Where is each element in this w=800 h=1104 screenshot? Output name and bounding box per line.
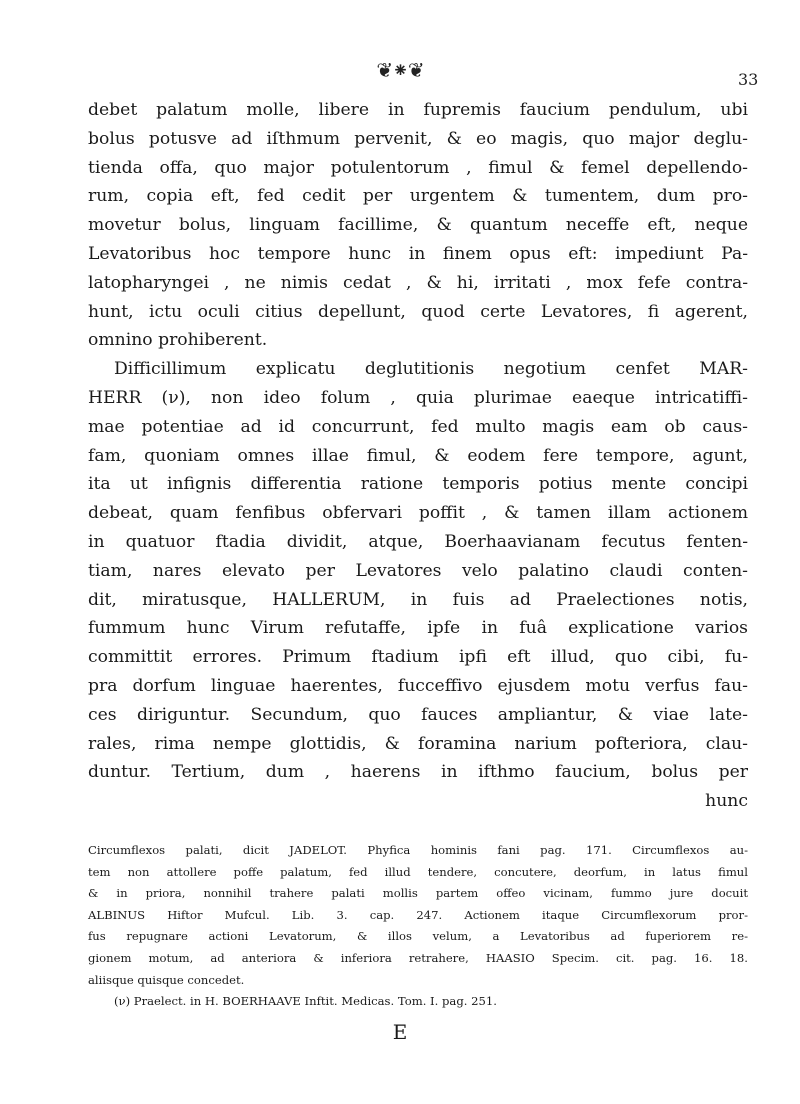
catchword: hunc <box>705 791 748 812</box>
footnote-line: aliisque quisque concedet. <box>88 972 245 987</box>
footnote-line: fus repugnare actioni Levatorum, & illos velum, a Levatoribus ad fuperiorem re- <box>88 929 748 944</box>
text-line: debeat, quam fenfibus obfervari poffit , & tamen illam actionem <box>88 503 748 524</box>
footnote-line: tem non attollere poffe palatum, fed illud tendere, concutere, deorfum, in latus fimul <box>88 864 748 879</box>
text-line: latopharyngei , ne nimis cedat , & hi, irritati , mox fefe contra- <box>88 272 748 293</box>
text-line: pra dorfum linguae haerentes, fucceffivo ejusdem motu verfus fau- <box>88 675 748 696</box>
text-line: Difficillimum explicatu deglutitionis negotium cenfet MAR- <box>114 359 748 380</box>
text-line: mae potentiae ad id concurrunt, fed multo magis eam ob caus- <box>88 416 748 437</box>
text-line: duntur. Tertium, dum , haerens in ifthmo faucium, bolus per <box>88 762 748 783</box>
page-number: 33 <box>738 70 759 89</box>
footnote-line: gionem motum, ad anteriora & inferiora retrahere, HAASIO Specim. cit. pag. 16. 18. <box>88 950 748 965</box>
footnote-line: (ν) Praelect. in H. BOERHAAVE Inftit. Medicas. Tom. I. pag. 251. <box>114 994 497 1009</box>
text-line: fam, quoniam omnes illae fimul, & eodem fere tempore, agunt, <box>88 445 748 466</box>
text-line: ces diriguntur. Secundum, quo fauces ampliantur, & viae late- <box>88 704 748 725</box>
text-line: rum, copia eft, fed cedit per urgentem & tumentem, dum pro- <box>88 186 748 207</box>
text-line: debet palatum molle, libere in fupremis faucium pendulum, ubi <box>88 100 748 120</box>
footnote-line: & in priora, nonnihil trahere palati mollis partem offeo vicinam, fummo jure docuit <box>88 886 748 901</box>
text-line: tienda offa, quo major potulentorum , fimul & femel depellendo- <box>88 157 748 178</box>
footnotes <box>88 840 748 1013</box>
text-line: rales, rima nempe glottidis, & foramina narium pofteriora, clau- <box>88 733 748 754</box>
footnote-line: ALBINUS Hiftor Mufcul. Lib. 3. cap. 247. Actionem itaque Circumflexorum pror- <box>88 907 748 922</box>
main-text <box>88 96 748 816</box>
text-line: fummum hunc Virum refutaffe, ipfe in fuâ explicatione varios <box>88 618 748 639</box>
text-line: Levatoribus hoc tempore hunc in finem opus eft: impediunt Pa- <box>88 243 748 264</box>
text-line: omnino prohiberent. <box>88 330 268 351</box>
text-line: dit, miratusque, HALLERUM, in fuis ad Praelectiones notis, <box>88 589 748 610</box>
signature-mark: E <box>392 1020 408 1044</box>
text-line: ita ut infignis differentia ratione temporis potius mente concipi <box>88 474 748 495</box>
text-line: movetur bolus, linguam facillime, & quantum neceffe eft, neque <box>88 215 748 236</box>
text-line: in quatuor ftadia dividit, atque, Boerhaavianam fecutus fenten- <box>88 531 748 552</box>
text-line: tiam, nares elevato per Levatores velo palatino claudi conten- <box>88 560 748 581</box>
footnote-line: Circumflexos palati, dicit JADELOT. Phyfica hominis fani pag. 171. Circumflexos au- <box>88 843 748 857</box>
text-line: hunt, ictu oculi citius depellunt, quod certe Levatores, fi agerent, <box>88 301 748 322</box>
text-line: bolus potusve ad iſthmum pervenit, & eo magis, quo major deglu- <box>88 128 748 149</box>
header-ornament: ❦⁕❦ <box>376 58 424 82</box>
text-line: committit errores. Primum ftadium ipfi eft illud, quo cibi, fu- <box>88 647 748 668</box>
text-line: HERR (ν), non ideo folum , quia plurimae eaeque intricatiffi- <box>88 387 748 408</box>
